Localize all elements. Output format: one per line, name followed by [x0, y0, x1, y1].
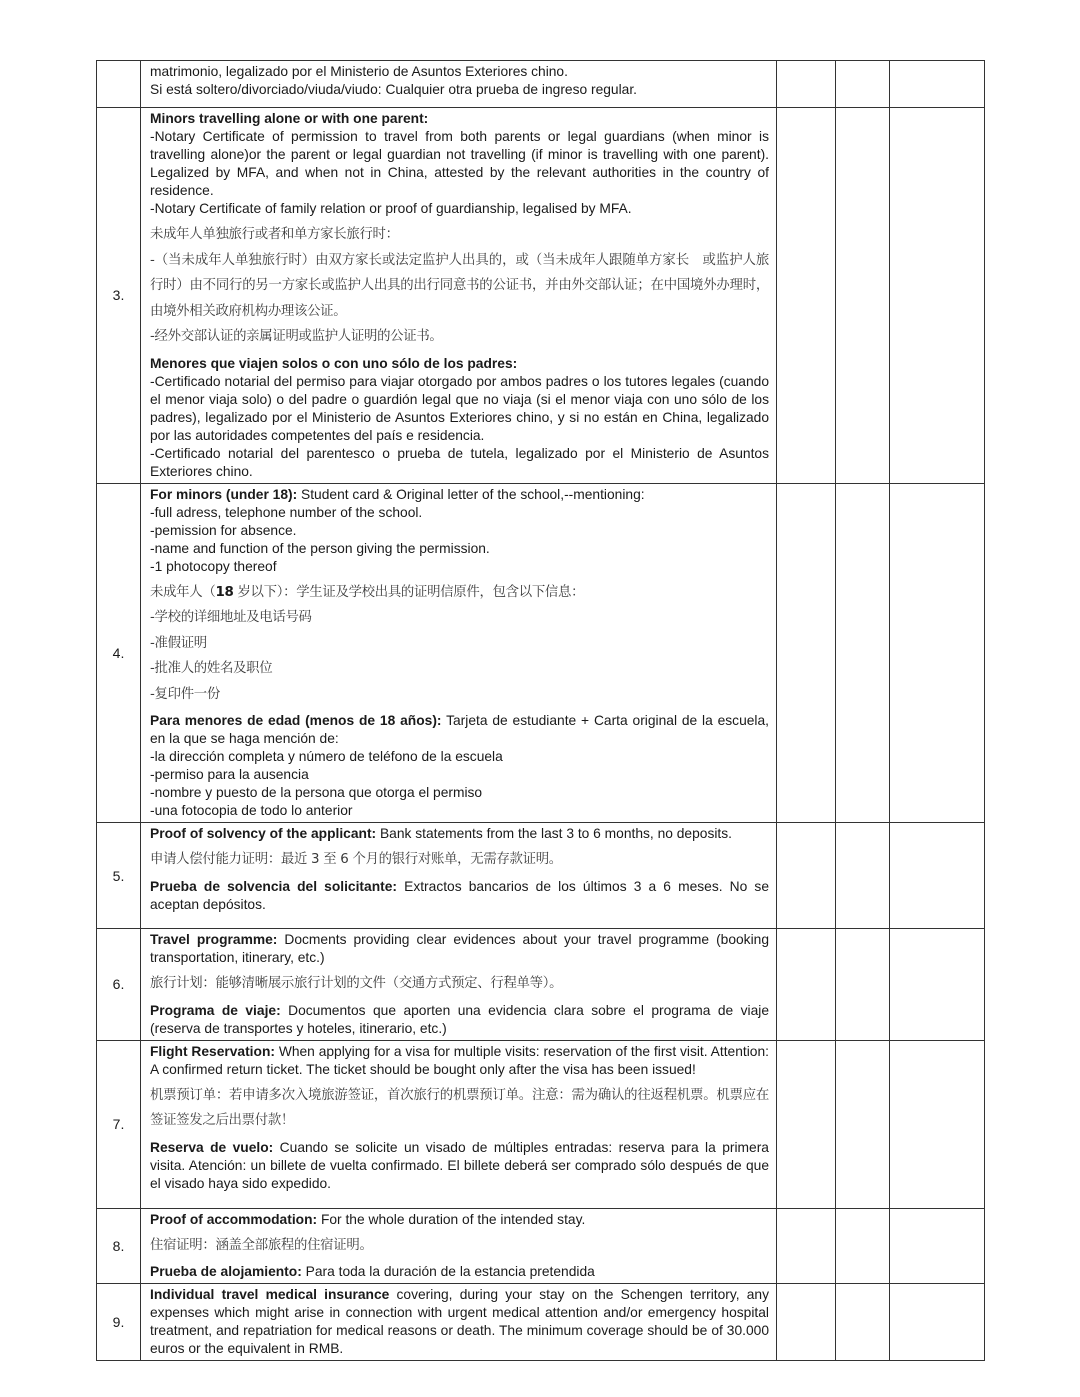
- spanish-title: Prueba de alojamiento:: [150, 1264, 302, 1279]
- requirement-text: [141, 823, 777, 929]
- text-line: -1 photocopy thereof: [150, 558, 277, 574]
- english-paragraph: [150, 931, 769, 967]
- table-row: [97, 1040, 985, 1208]
- row-number: 7.: [97, 1040, 141, 1208]
- english-paragraph: [150, 825, 769, 843]
- row-number: 3.: [97, 108, 141, 484]
- chinese-line: -批准人的姓名及职位: [150, 661, 273, 676]
- spanish-paragraph: [150, 1139, 769, 1193]
- text-line: -nombre y puesto de la persona que otorga el permiso: [150, 785, 483, 800]
- chinese-title: 未成年人单独旅行或者和单方家长旅行时：: [150, 227, 399, 242]
- spanish-text: -Certificado notarial del permiso para viajar otorgado por ambos padres o los tutores legales (cuando el menor viaja solo) o del padre o guardión legal que no viaja (si el menor viaja con uno sólo de los padres), legalizado por el Ministerio de Asuntos Exteriores chino, y si no están en China, legalizado por las autoridades competentes del país e residencia.: [150, 373, 769, 443]
- english-text: Student card & Original letter of the school,--mentioning:: [297, 486, 645, 502]
- spanish-paragraph: [150, 1263, 769, 1281]
- check-cell[interactable]: [890, 1284, 985, 1361]
- check-cell[interactable]: [890, 929, 985, 1041]
- spanish-title: Prueba de solvencia del solicitante:: [150, 878, 397, 894]
- table-row: [97, 108, 985, 484]
- chinese-line: -学校的详细地址及电话号码: [150, 610, 312, 625]
- english-text: Bank statements from the last 3 to 6 months, no deposits.: [376, 826, 732, 841]
- english-paragraph: [150, 1286, 769, 1358]
- chinese-text: 住宿证明：涵盖全部旅程的住宿证明。: [150, 1237, 373, 1253]
- chinese-text: 机票预订单：若申请多次入境旅游签证，首次旅行的机票预订单。注意：需为确认的往返程机票。机票应在签证签发之后出票付款！: [150, 1087, 769, 1128]
- english-text: -Notary Certificate of permission to travel from both parents or legal guardians (when minor is travelling alone)or the parent or legal guardian not travelling (if minor is travelling with one parent). Legalized by MFA, and when not in China, attested by the relevant authorities in the country of residence.: [150, 129, 769, 198]
- text-line: -pemission for absence.: [150, 522, 297, 538]
- chinese-text: 旅行计划：能够清晰展示旅行计划的文件（交通方式预定、行程单等）。: [150, 976, 563, 991]
- spanish-title: Reserva de vuelo:: [150, 1139, 274, 1155]
- chinese-paragraph: -经外交部认证的亲属证明或监护人证明的公证书。: [150, 329, 443, 344]
- requirement-text: [141, 483, 777, 823]
- table-row: [97, 483, 985, 823]
- english-text: Docments providing clear evidences about your travel programme (booking transportation, itinerary, etc.): [150, 932, 769, 965]
- check-cell[interactable]: [777, 61, 836, 108]
- spanish-paragraph: [150, 1002, 769, 1038]
- check-cell[interactable]: [836, 823, 890, 929]
- check-cell[interactable]: [890, 823, 985, 929]
- text-line: -full adress, telephone number of the school.: [150, 504, 423, 520]
- spanish-text: -Certificado notarial del parentesco o prueba de tutela, legalizado por el Ministerio de Asuntos Exteriores chino.: [150, 445, 769, 479]
- row-number: 9.: [97, 1284, 141, 1361]
- check-cell[interactable]: [836, 483, 890, 823]
- english-paragraph: [150, 1211, 769, 1229]
- english-paragraph: [150, 1043, 769, 1079]
- requirement-text: [141, 1040, 777, 1208]
- english-title: Minors travelling alone or with one parent:: [150, 111, 429, 126]
- english-title: Flight Reservation:: [150, 1043, 275, 1059]
- check-cell[interactable]: [890, 483, 985, 823]
- table-row: [97, 1284, 985, 1361]
- check-cell[interactable]: [777, 929, 836, 1041]
- check-cell[interactable]: [836, 108, 890, 484]
- table-row: [97, 929, 985, 1041]
- check-cell[interactable]: [890, 1208, 985, 1284]
- chinese-paragraph: -（当未成年人单独旅行时）由双方家长或法定监护人出具的，或（当未成年人跟随单方家长 或监护人旅行时）由不同行的另一方家长或监护人出具的出行同意书的公证书，并由外交部认证；在中国境外办理时，由境外相关政府机构办理该公证。: [150, 252, 769, 319]
- spanish-title: Programa de viaje:: [150, 1002, 281, 1018]
- requirement-text: [141, 1208, 777, 1284]
- row-number: 5.: [97, 823, 141, 929]
- chinese-line: -复印件一份: [150, 686, 220, 702]
- english-title: Travel programme:: [150, 932, 278, 947]
- english-text: When applying for a visa for multiple visits: reservation of the first visit. Attention: A confirmed return ticket. The ticket should be bought only after the visa has been issued!: [150, 1043, 769, 1077]
- check-cell[interactable]: [890, 1040, 985, 1208]
- english-title: Proof of solvency of the applicant:: [150, 826, 377, 841]
- chinese-title-part: 未成年人（: [150, 584, 216, 600]
- check-cell[interactable]: [777, 1284, 836, 1361]
- requirement-text: [141, 61, 777, 108]
- check-cell[interactable]: [777, 108, 836, 484]
- spanish-text: Cuando se solicite un visado de múltiples entradas: reserva para la primera visita. Atención: un billete de vuelta confirmado. El billete deberá ser comprado sólo después de que el visado haya sido expedido.: [150, 1139, 769, 1191]
- requirement-text: [141, 108, 777, 484]
- check-cell[interactable]: [890, 108, 985, 484]
- text-line: -name and function of the person giving the permission.: [150, 540, 490, 556]
- english-text: covering, during your stay on the Schengen territory, any expenses which might arise in connection with urgent medical attention and/or emergency hospital treatment, and repatriation for medical reasons or death. The minimum coverage should be of 30.000 euros or the equivalent in RMB.: [150, 1287, 769, 1356]
- row-number: 8.: [97, 1208, 141, 1284]
- english-title-line: [150, 486, 769, 504]
- chinese-title: [150, 580, 769, 606]
- text-line: matrimonio, legalizado por el Ministerio de Asuntos Exteriores chino.: [150, 64, 568, 79]
- spanish-title: Para menores de edad (menos de 18 años):: [150, 713, 442, 728]
- chinese-line: -准假证明: [150, 635, 207, 651]
- requirement-text: [141, 929, 777, 1041]
- row-number: 4.: [97, 483, 141, 823]
- check-cell[interactable]: [777, 823, 836, 929]
- english-title: Individual travel medical insurance: [150, 1287, 390, 1302]
- spanish-title: Menores que viajen solos o con uno sólo de los padres:: [150, 355, 518, 371]
- check-cell[interactable]: [777, 483, 836, 823]
- requirements-table: [96, 60, 985, 1361]
- chinese-title-part: 岁以下）：学生证及学校出具的证明信原件，包含以下信息：: [233, 584, 585, 600]
- spanish-paragraph: [150, 878, 769, 914]
- spanish-text: Tarjeta de estudiante + Carta original de la escuela, en la que se haga mención de:: [150, 713, 769, 746]
- spanish-title-line: [150, 712, 769, 748]
- row-number: 6.: [97, 929, 141, 1041]
- check-cell[interactable]: [777, 1208, 836, 1284]
- chinese-text: 申请人偿付能力证明：最近 3 至 6 个月的银行对账单，无需存款证明。: [150, 852, 562, 867]
- check-cell[interactable]: [836, 61, 890, 108]
- table-row: [97, 1208, 985, 1284]
- text-line: -una fotocopia de todo lo anterior: [150, 803, 353, 818]
- check-cell[interactable]: [836, 1284, 890, 1361]
- english-text: -Notary Certificate of family relation or proof of guardianship, legalised by MFA.: [150, 201, 632, 216]
- chinese-text: [150, 222, 769, 350]
- chinese-title-bold: 18: [215, 584, 234, 600]
- english-title: Proof of accommodation:: [150, 1211, 318, 1227]
- english-title: For minors (under 18):: [150, 486, 298, 502]
- check-cell[interactable]: [777, 1040, 836, 1208]
- table-row: [97, 823, 985, 929]
- check-cell[interactable]: [890, 61, 985, 108]
- check-cell[interactable]: [836, 1040, 890, 1208]
- check-cell[interactable]: [836, 929, 890, 1041]
- row-number: [97, 61, 141, 108]
- spanish-text: Para toda la duración de la estancia pretendida: [301, 1264, 595, 1279]
- text-line: -permiso para la ausencia: [150, 767, 309, 782]
- text-line: Si está soltero/divorciado/viuda/viudo: Cualquier otra prueba de ingreso regular.: [150, 82, 638, 97]
- chinese-text: [150, 580, 769, 708]
- check-cell[interactable]: [836, 1208, 890, 1284]
- english-text: For the whole duration of the intended stay.: [317, 1211, 586, 1227]
- spanish-text: Documentos que aporten una evidencia clara sobre el programa de viaje (reserva de transportes y hoteles, itinerario, etc.): [150, 1002, 769, 1036]
- text-line: -la dirección completa y número de teléfono de la escuela: [150, 749, 503, 764]
- table-row: [97, 61, 985, 108]
- spanish-text: Extractos bancarios de los últimos 3 a 6 meses. No se aceptan depósitos.: [150, 878, 769, 912]
- requirement-text: [141, 1284, 777, 1361]
